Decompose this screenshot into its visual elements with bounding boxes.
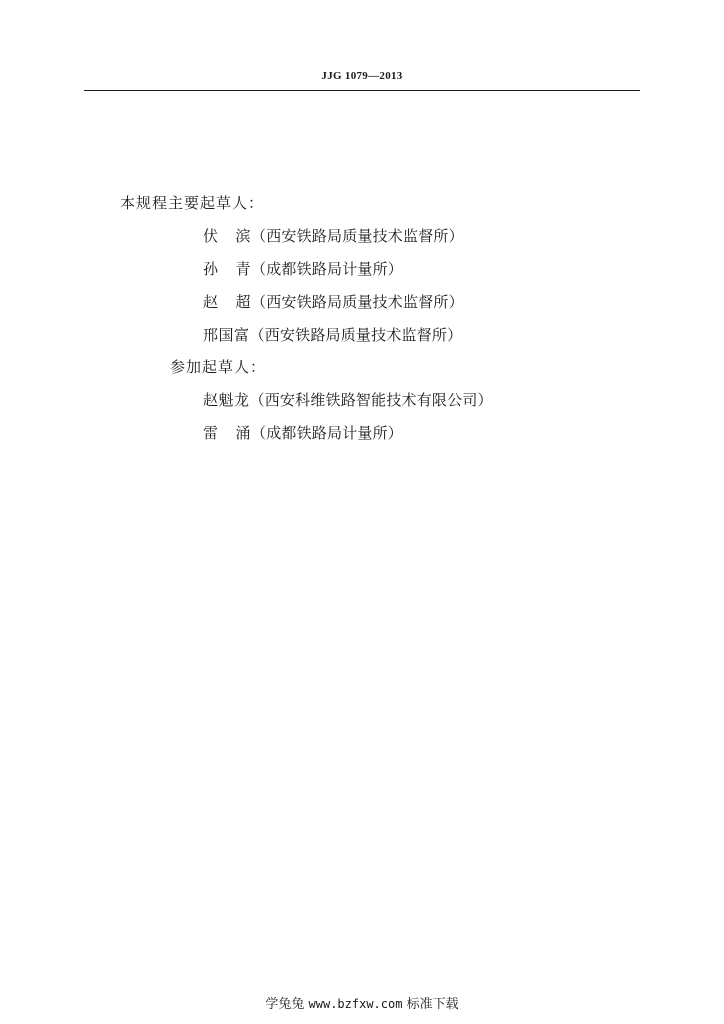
drafter-organization: （西安铁路局质量技术监督所）: [251, 227, 464, 245]
name-char: 青: [235, 260, 251, 278]
drafter-row: [203, 258, 403, 279]
name-char: 涌: [235, 424, 251, 442]
main-drafters-heading: 本规程主要起草人：: [120, 194, 265, 212]
name-char: 雷: [203, 424, 219, 442]
header-divider: [84, 90, 640, 91]
drafter-organization: （西安科维铁路智能技术有限公司）: [249, 391, 493, 409]
drafter-organization: （成都铁路局计量所）: [251, 424, 404, 442]
drafter-row: [203, 291, 464, 312]
drafter-name: [203, 422, 251, 443]
drafter-name: [203, 225, 251, 246]
footer-site-name: 学兔兔: [265, 997, 305, 1012]
standard-code: JJG 1079—2013: [321, 70, 403, 82]
footer-watermark: [0, 993, 724, 1012]
drafter-row: [203, 324, 462, 345]
drafter-row: [203, 422, 403, 443]
footer-suffix: 标准下载: [406, 997, 459, 1012]
name-char: 滨: [235, 227, 251, 245]
name-char: 伏: [203, 227, 219, 245]
drafter-organization: （西安铁路局质量技术监督所）: [249, 326, 463, 344]
drafter-row: [203, 389, 493, 410]
drafter-organization: （成都铁路局计量所）: [251, 260, 404, 278]
participating-drafters-heading: 参加起草人：: [170, 358, 267, 376]
footer-url: www.bzfxw.com: [308, 997, 403, 1011]
drafter-name: 邢国富: [203, 326, 250, 344]
drafter-name: [203, 291, 251, 312]
name-char: 超: [235, 293, 251, 311]
drafter-name: 赵魁龙: [203, 391, 250, 409]
drafter-row: [203, 225, 464, 246]
drafter-organization: （西安铁路局质量技术监督所）: [251, 293, 464, 311]
drafter-name: [203, 258, 251, 279]
name-char: 赵: [203, 293, 219, 311]
name-char: 孙: [203, 260, 219, 278]
